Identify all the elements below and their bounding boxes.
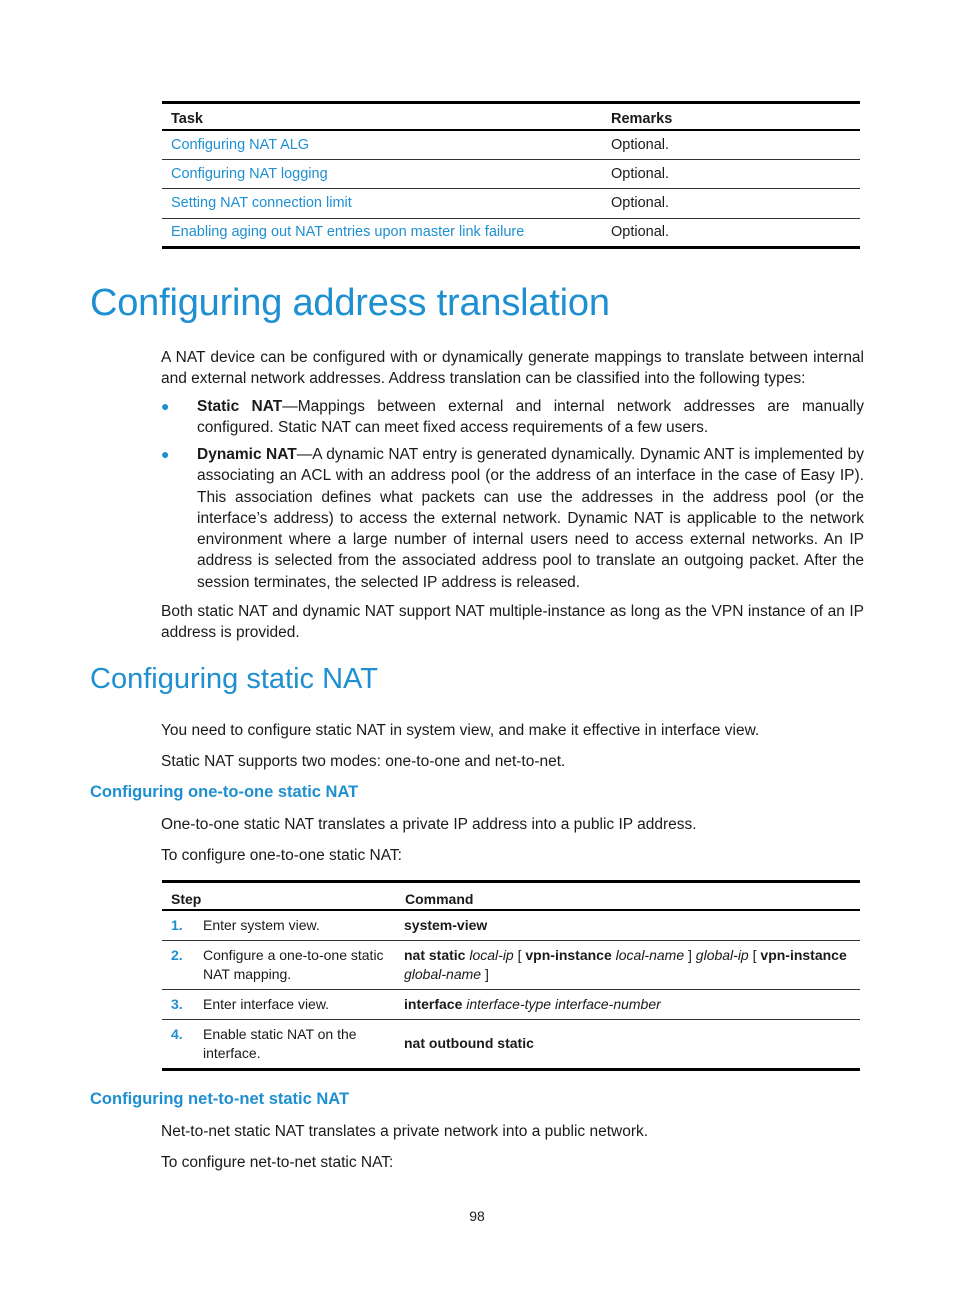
step-header: Step xyxy=(171,890,202,907)
command-argument: global-ip xyxy=(695,946,749,963)
task-link-nat-logging[interactable]: Configuring NAT logging xyxy=(171,165,328,182)
command-text: [ xyxy=(748,946,761,963)
step-number: 4. xyxy=(171,1025,183,1042)
command-keyword: nat static xyxy=(404,946,466,963)
step-command xyxy=(396,910,860,941)
table-row xyxy=(162,910,860,941)
task-table xyxy=(162,101,860,249)
command-argument: local-name xyxy=(615,946,685,963)
remarks-cell: Optional. xyxy=(611,224,670,241)
table-row xyxy=(162,189,860,219)
paragraph: To configure one-to-one static NAT: xyxy=(161,847,402,864)
task-link-connection-limit[interactable]: Setting NAT connection limit xyxy=(171,195,352,212)
bullet-static-nat xyxy=(161,396,864,439)
table-row xyxy=(162,159,860,189)
bullet-text: —Mappings between external and internal network addresses are manually configured. Static NAT can meet fixed access requirements of a few users. xyxy=(197,398,864,437)
intro-paragraph: A NAT device can be configured with or dynamically generate mappings to translate between internal and external network addresses. Address translation can be classified into the following types: xyxy=(161,349,864,388)
command-text: ] xyxy=(684,946,696,963)
paragraph: Net-to-net static NAT translates a private network into a public network. xyxy=(161,1123,649,1140)
task-header: Task xyxy=(171,110,203,127)
table-row xyxy=(162,989,860,1019)
table-row xyxy=(162,940,860,989)
task-link-aging-out[interactable]: Enabling aging out NAT entries upon master link failure xyxy=(171,224,525,241)
step-table-header xyxy=(162,882,860,910)
step-number: 3. xyxy=(171,995,183,1012)
command-keyword: vpn-instance xyxy=(760,946,847,963)
subsection-title-net-to-net: Configuring net-to-net static NAT xyxy=(90,1090,350,1108)
remarks-cell: Optional. xyxy=(611,195,670,212)
closing-paragraph: Both static NAT and dynamic NAT support NAT multiple-instance as long as the VPN instance of an IP address is provided. xyxy=(161,603,864,642)
paragraph: One-to-one static NAT translates a private IP address into a public IP address. xyxy=(161,816,697,833)
step-number: 2. xyxy=(171,946,183,963)
command-keyword: vpn-instance xyxy=(525,946,612,963)
step-command xyxy=(396,940,860,989)
command-text: ] xyxy=(481,965,489,982)
step-number: 1. xyxy=(171,916,183,933)
bullet-term: Dynamic NAT xyxy=(197,446,297,463)
bullet-term: Static NAT xyxy=(197,398,283,415)
command-keyword: interface xyxy=(404,995,463,1012)
command-argument: interface-type interface-number xyxy=(466,995,661,1012)
step-description: Enable static NAT on the interface. xyxy=(203,1025,357,1061)
subsection-title-one-to-one: Configuring one-to-one static NAT xyxy=(90,783,359,801)
remarks-cell: Optional. xyxy=(611,136,670,153)
task-table-header xyxy=(162,103,860,130)
table-row xyxy=(162,218,860,248)
paragraph: Static NAT supports two modes: one-to-one and net-to-net. xyxy=(161,753,566,770)
step-command xyxy=(396,989,860,1019)
step-description: Enter system view. xyxy=(203,916,320,933)
bullet-dynamic-nat xyxy=(161,444,864,593)
step-command xyxy=(396,1019,860,1069)
command-keyword: system-view xyxy=(404,916,488,933)
bullet-icon: ● xyxy=(161,446,170,462)
page-number: 98 xyxy=(469,1208,485,1224)
table-row xyxy=(162,130,860,160)
step-description: Configure a one-to-one static NAT mapping. xyxy=(203,946,384,982)
bullet-icon: ● xyxy=(161,398,170,414)
table-row xyxy=(162,1019,860,1069)
remarks-cell: Optional. xyxy=(611,165,670,182)
section-title-static-nat: Configuring static NAT xyxy=(90,663,378,695)
paragraph: To configure net-to-net static NAT: xyxy=(161,1154,394,1171)
section-title-address-translation: Configuring address translation xyxy=(90,282,610,324)
remarks-header: Remarks xyxy=(611,110,673,127)
step-description: Enter interface view. xyxy=(203,995,330,1012)
task-link-nat-alg[interactable]: Configuring NAT ALG xyxy=(171,136,310,153)
bullet-text: —A dynamic NAT entry is generated dynamically. Dynamic ANT is implemented by associating an ACL with an address pool (or the address of an interface in the case of Easy IP). This association defines what packets can use the addresses in the address pool (or the interface’s address) to access the external network. Dynamic NAT is applicable to the network environment where a large number of internal users need to access external networks. An IP address is selected from the associated address pool to translate an outgoing packet. After the session terminates, the selected IP address is released. xyxy=(197,446,864,591)
paragraph: You need to configure static NAT in system view, and make it effective in interface view. xyxy=(161,722,760,739)
command-keyword: nat outbound static xyxy=(404,1035,534,1051)
command-argument: global-name xyxy=(404,965,482,982)
command-header: Command xyxy=(405,890,474,907)
command-text: [ xyxy=(513,946,526,963)
step-table xyxy=(162,880,860,1071)
command-argument: local-ip xyxy=(469,946,514,963)
